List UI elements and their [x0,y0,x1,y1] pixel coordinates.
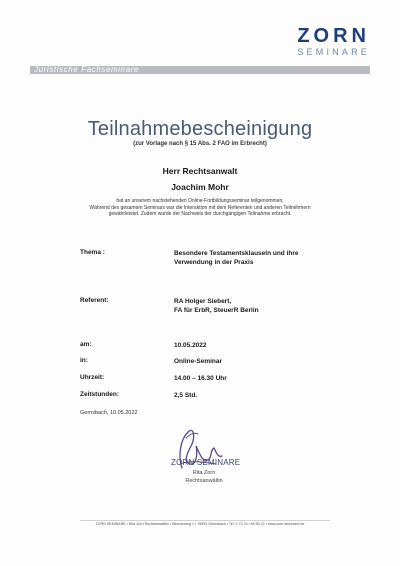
detail-label: Thema : [80,249,105,256]
logo-tagline: SEMINARE [297,47,370,57]
detail-value: Online-Seminar [174,358,223,365]
referent-line-2: FA für ErbR, SteuerR Berlin [174,307,259,314]
detail-value [174,297,259,315]
header-band [30,66,370,74]
detail-label: am: [80,341,92,348]
thema-line-2: Verwendung in der Praxis [174,259,254,266]
confirmation-line: Während des gesamten Seminars war die Interaktion mit dem Referenten und anderen Teilnehmern [89,204,311,211]
detail-value: 2,5 Std. [174,392,198,399]
document-title: Teilnahmebescheinigung [87,118,313,140]
detail-value: 10.05.2022 [174,342,207,349]
thema-line-1: Besondere Testamentsklauseln und ihre [174,250,299,257]
document-subtitle: (zur Vorlage nach § 15 Abs. 2 FAO im Erbrecht) [133,141,267,147]
referent-line-1: RA Holger Siebert, [174,298,232,305]
signer-title: Rechtsanwältin [185,478,223,484]
detail-value [174,249,299,267]
footer-address: ZORN SEMINARE • Rita Zorn Rechtsanwältin • Blumenweg 1 • 76593 Gernsbach • Tel. 0 72 24 / 65 55 22 • www.zorn-seminare.de [95,522,305,526]
place-and-date: Gernsbach, 10.05.2022 [80,410,138,416]
confirmation-text [40,198,360,218]
company-stamp: ZORN SEMINARE [171,458,241,467]
detail-label: Uhrzeit: [80,374,105,381]
logo-wordmark: ZORN [297,25,370,47]
signer-name: Rita Zorn [192,470,216,476]
zorn-seminare-logo [297,26,370,57]
header-band-text: Juristische Fachseminare [34,65,140,74]
confirmation-line: hat an unserem nachstehenden Online-Fortbildungsseminar teilgenommen. [116,198,284,204]
detail-label: in: [80,357,88,364]
footer-divider [80,520,330,521]
participant-name: Joachim Mohr [171,182,229,192]
detail-label: Zeitstunden: [80,391,119,398]
participant-salutation: Herr Rechtsanwalt [162,166,238,176]
detail-value: 14.00 – 16.30 Uhr [174,375,227,382]
detail-label: Referent: [80,297,109,304]
confirmation-line: gewährleistet. Zudem wurde der Nachweis der durchgängigen Teilnahme erbracht. [108,211,292,217]
